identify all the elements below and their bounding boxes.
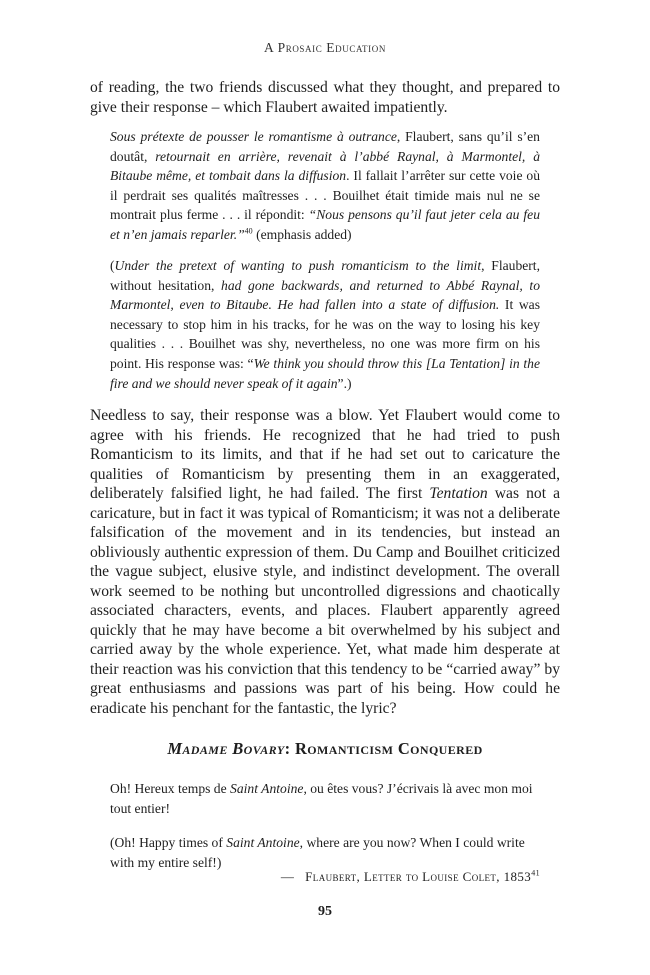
text-run: It was necessary to stop him in his tracks, for he was on the way to losing his key qualities . . . Bouilhet was shy, nevertheless, no one was more firm on his point. His response was: “	[110, 297, 540, 371]
text-run: , ou êtes vous? J’écrivais là avec mon moi tout entier!	[110, 781, 533, 816]
epigraph-english	[110, 833, 540, 872]
italic-text-run: Saint Antoine	[226, 835, 300, 850]
text-run: (Oh! Happy times of	[110, 835, 227, 850]
footnote-marker: 41	[531, 868, 540, 878]
italic-text-run: had gone backwards, and returned to Abbé Raynal, to Marmontel, even to Bitaube. He had fallen into a state of diffusion.	[110, 277, 541, 313]
italic-text-run: We think you should throw this [La Tentation] in the fire and we should never speak of it again	[110, 355, 540, 391]
text-run: , where are you now? When I could write with my entire self!)	[110, 835, 525, 870]
footnote-marker: 40	[244, 226, 253, 236]
italic-text-run: Tentation	[429, 485, 488, 502]
text-run: , Flaubert, without hesitation,	[110, 258, 540, 293]
attribution-dash: —	[280, 869, 295, 884]
text-run: . Il fallait l’arrêter sur cette voie où il perdrait ses qualités maîtresses . . . Bouilhet était timide mais nul ne se montrait plus ferme . . . il répondit:	[110, 168, 540, 223]
attribution-source: Flaubert, Letter to Louise Colet, 1853	[305, 869, 532, 884]
epigraph-attribution	[110, 869, 540, 885]
text-run: : Romanticism Conquered	[284, 739, 483, 758]
body-paragraph-1: of reading, the two friends discussed what they thought, and prepared to give their response – which Flaubert awaited impatiently.	[90, 79, 560, 116]
block-quote-english	[110, 256, 540, 393]
text-run: (	[110, 258, 115, 273]
text-run: ”.)	[337, 375, 352, 391]
italic-text-run: “Nous pensons qu’il faut jeter cela au feu et n’en jamais reparler.”	[110, 207, 540, 242]
italic-text-run: Under the pretext of wanting to push romanticism to the limit	[114, 258, 482, 273]
block-quote-french	[110, 127, 540, 245]
italic-text-run: Sous prétexte de pousser le romantisme à outrance	[110, 129, 397, 144]
section-heading	[0, 739, 650, 759]
italic-text-run: retournait en arrière, revenait à l’abbé Raynal, à Marmontel, à Bitaube même, et tombait dans la diffusion	[110, 148, 540, 184]
body-paragraph-2	[90, 406, 560, 718]
running-header: A Prosaic Education	[264, 40, 386, 55]
text-run: was not a caricature, but in fact it was typical of Romanticism; it was not a deliberate falsification of the movement and in its tendencies, but instead an obliviously authentic expression of them. Du Camp and Bouilhet criticized the vague subject, elusive style, and indistinct development. The overall work seemed to be nothing but uncontrolled digressions and chaotically associated characters, events, and places. Flaubert apparently agreed quickly that he may have become a bit overwhelmed by his subject and carried away by the whole experience. Yet, what made him desperate at their reaction was his conviction that this tendency to be “carried away” by great enthusiasms and passions was part of his being. How could he eradicate his penchant for the fantastic, the lyric?	[90, 485, 561, 717]
text-run: (emphasis added)	[252, 226, 352, 242]
text-run: Oh! Hereux temps de	[110, 781, 231, 796]
epigraph-french	[110, 779, 540, 818]
italic-text-run: Saint Antoine	[230, 781, 304, 796]
text-run: , Flaubert, sans qu’il s’en doutât,	[110, 129, 540, 164]
italic-text-run: Madame Bovary	[167, 739, 285, 758]
page-number: 95	[318, 904, 332, 919]
text-run: Needless to say, their response was a blow. Yet Flaubert would come to agree with his friends. He recognized that he had tried to push Romanticism to its limits, and that if he had set out to caricature the qualities of Romanticism by presenting them in an exaggerated, deliberately falsified light, he had failed. The first	[90, 407, 560, 502]
